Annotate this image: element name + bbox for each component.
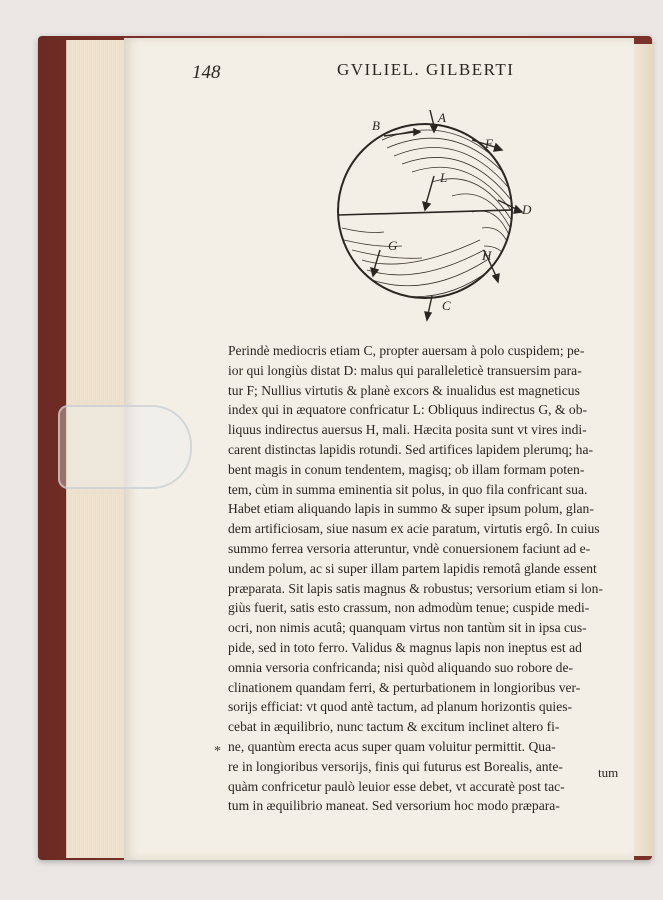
terrella-woodcut-figure — [322, 100, 552, 322]
page-clip — [58, 405, 192, 489]
text-line: ne, quantùm erecta acus super quam voluitur permittit. Qua- — [228, 738, 556, 754]
figure-label-h: H — [482, 248, 492, 263]
figure-label-f: F — [485, 136, 493, 151]
text-line: index qui in æquatore confricatur L: Obliquus indirectus G, & ob- — [228, 402, 588, 418]
text-line: liquus indirectus auersus H, mali. Hæcita posita sunt vt vires indi- — [228, 422, 587, 438]
figure-label-d: D — [522, 202, 532, 217]
text-line: carent distinctas lapidis rotundi. Sed artifices lapidem plerumq; ha- — [228, 441, 594, 457]
page-number: 148 — [192, 62, 221, 83]
text-line: bent magis in conum tendentem, magisq; ob illam formam poten- — [228, 461, 585, 477]
margin-mark: * — [214, 744, 221, 759]
text-line: ocri, non nimis acutâ; quanquam virtus non tantùm sit in ipsa cus- — [228, 620, 587, 636]
figure-label-c: C — [442, 298, 451, 313]
text-line: cebat in æquilibrio, nunc tactum & excitum inclinet altero fi- — [228, 719, 560, 735]
figure-label-b: B — [372, 118, 380, 133]
figure-label-a: A — [438, 110, 446, 125]
text-line: sorijs efficiat: vt quod antè tactum, ad planum horizontis quies- — [228, 699, 573, 715]
text-line: tum in æquilibrio maneat. Sed versorium hoc modo præpara- — [228, 798, 560, 814]
body-text — [228, 341, 620, 816]
text-line: summo ferrea versoria atteruntur, vndè conuersionem faciunt ad e- — [228, 540, 591, 556]
text-line: giùs fuerit, satis esto crassum, non admodùm tenue; cuspide medi- — [228, 600, 590, 616]
figure-label-g: G — [388, 238, 398, 253]
text-line: tur F; Nullius virtutis & planè excors & inualidus est magneticus — [228, 382, 580, 398]
text-line: clinationem quandam ferri, & perturbationem in longioribus ver- — [228, 679, 581, 695]
text-line: Habet etiam aliquando lapis in summo & super ipsum polum, glan- — [228, 501, 594, 517]
text-line: re in longioribus versorijs, finis qui futurus est Borealis, ante- — [228, 758, 563, 774]
text-line: quàm confricetur paulò leuior esse debet, vt accuratè post tac- — [228, 778, 565, 794]
text-line: ior qui longiùs distat D: malus qui paralleleticè transuersim para- — [228, 362, 582, 378]
text-line: dem artificiosam, siue nasum ex acie paratum, virtutis ergô. In cuius — [228, 521, 600, 537]
text-line: Perindè mediocris etiam C, propter auersam à polo cuspidem; pe- — [228, 343, 585, 358]
text-line: præparata. Sit lapis satis magnus & robustus; versorium etiam si lon- — [228, 580, 603, 596]
figure-label-l: L — [440, 170, 448, 185]
running-head: GVILIEL. GILBERTI — [337, 60, 515, 79]
catchword: tum — [598, 765, 619, 780]
text-line: pide, sed in toto ferro. Validus & magnus lapis non ineptus est ad — [228, 639, 582, 655]
text-line: tem, cùm in summa eminentia sit polus, in quo fila confricant sua. — [228, 481, 588, 497]
text-line: omnia versoria confricanda; nisi quòd aliquando suo robore de- — [228, 659, 574, 675]
right-page-edge — [634, 44, 654, 856]
text-line: undem polum, ac si super illam partem lapidis remotâ glande essent — [228, 560, 597, 576]
